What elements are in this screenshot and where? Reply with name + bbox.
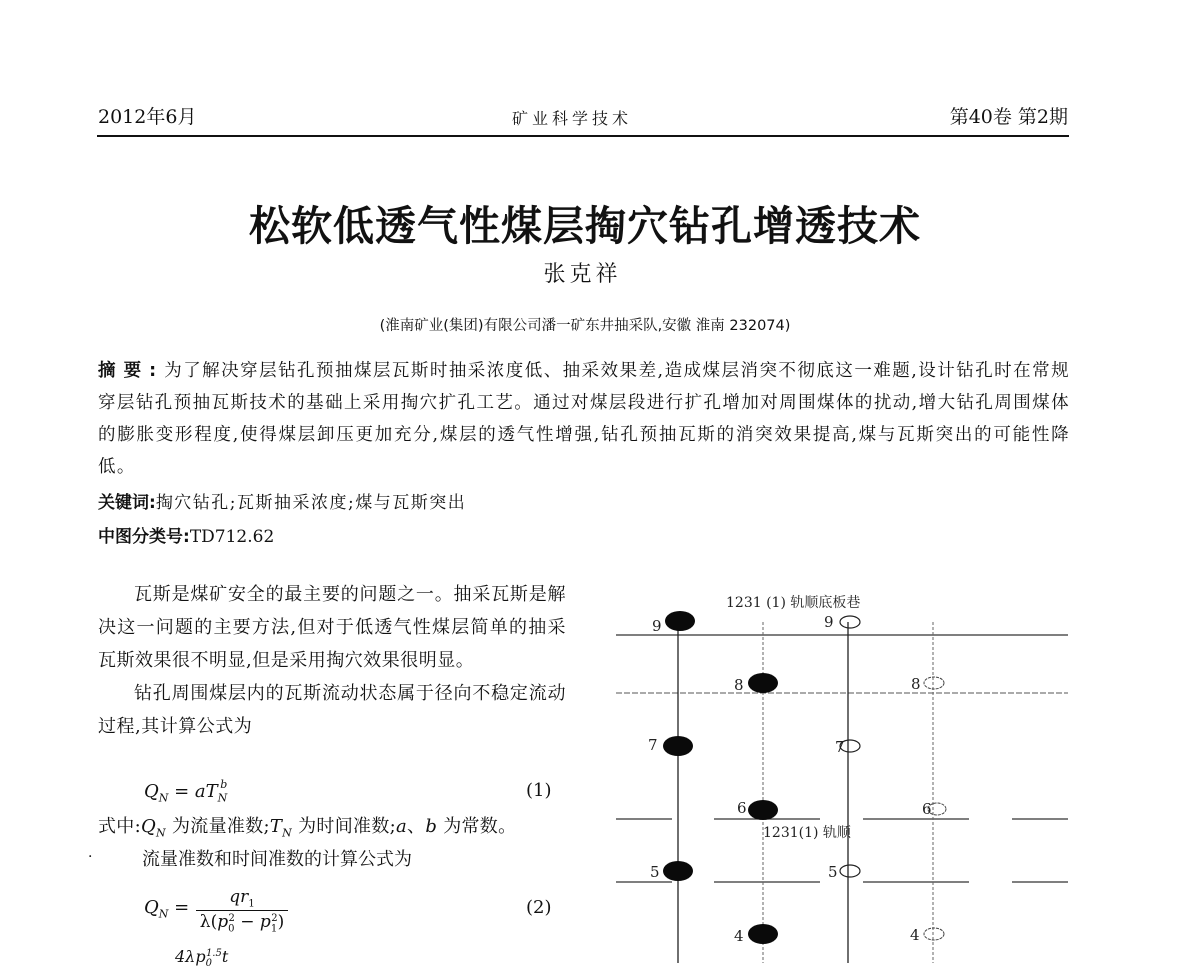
article-author: 张克祥 xyxy=(543,262,622,287)
where-prefix: 式中: xyxy=(98,816,141,837)
filled-hole-6 xyxy=(748,800,778,820)
body-column xyxy=(98,578,566,743)
figure-label-track: 1231(1) 轨顺 xyxy=(763,825,851,841)
equation-1: $Q_N = aT_N^b$ xyxy=(144,778,228,805)
equation-1-definitions: 式中$:Q_N$ 为流量准数$;T_N$ 为时间准数;a、b 为常数。 xyxy=(98,816,517,840)
article-affiliation: (淮南矿业(集团)有限公司潘一矿东井抽采队,安徽 淮南 232074) xyxy=(379,318,791,334)
svg-text:5: 5 xyxy=(828,863,838,881)
classification-code: TD712.62 xyxy=(189,527,275,547)
svg-text:8: 8 xyxy=(911,675,921,693)
body-paragraph-3: 流量准数和时间准数的计算公式为 xyxy=(142,849,412,870)
margin-dot: · xyxy=(88,849,93,865)
figure-label-roadway: 1231 (1) 轨顺底板巷 xyxy=(726,595,861,611)
header-date: 2012年6月 xyxy=(98,106,197,128)
header-rule xyxy=(97,135,1069,137)
fraction-bar xyxy=(196,910,288,911)
borehole-layout-diagram xyxy=(610,580,1080,963)
svg-text:7: 7 xyxy=(835,738,845,756)
abstract xyxy=(98,355,1070,483)
filled-hole-8 xyxy=(748,673,778,693)
open-hole-8 xyxy=(924,677,944,689)
open-hole-9 xyxy=(840,616,860,628)
header-journal: 矿业科学技术 xyxy=(512,109,633,128)
svg-text:9: 9 xyxy=(652,617,662,635)
equation-3-partial: $4\lambda p_0^{1.5}t$ xyxy=(175,947,229,969)
abstract-label: 摘要: xyxy=(98,361,165,381)
svg-text:8: 8 xyxy=(734,676,744,694)
svg-text:4: 4 xyxy=(910,926,920,944)
svg-text:6: 6 xyxy=(737,799,747,817)
body-paragraph-1: 瓦斯是煤矿安全的最主要的问题之一。抽采瓦斯是解决这一问题的主要方法,但对于低透气性煤层简单的抽采瓦斯效果很不明显,但是采用掏穴效果很明显。 xyxy=(98,584,566,671)
equation-1-number: (1) xyxy=(526,780,552,801)
svg-text:6: 6 xyxy=(922,800,932,818)
filled-hole-5 xyxy=(663,861,693,881)
svg-text:7: 7 xyxy=(648,736,658,754)
open-holes xyxy=(824,613,946,944)
body-paragraph-2: 钻孔周围煤层内的瓦斯流动状态属于径向不稳定流动过程,其计算公式为 xyxy=(98,683,566,737)
equation-2-denominator: $\lambda(p_0^2 - p_1^2)$ xyxy=(199,912,285,935)
open-hole-4 xyxy=(924,928,944,940)
keywords xyxy=(98,488,466,513)
svg-text:4: 4 xyxy=(734,927,744,945)
keywords-text: 掏穴钻孔;瓦斯抽采浓度;煤与瓦斯突出 xyxy=(155,493,467,513)
classification-label: 中图分类号: xyxy=(98,527,190,547)
svg-text:5: 5 xyxy=(650,863,660,881)
equation-2-lhs: $Q_N$ = xyxy=(144,897,190,921)
open-hole-5 xyxy=(840,865,860,877)
abstract-text: 为了解决穿层钻孔预抽煤层瓦斯时抽采浓度低、抽采效果差,造成煤层消突不彻底这一难题,设计钻孔时在常规穿层钻孔预抽瓦斯技术的基础上采用掏穴扩孔工艺。通过对煤层段进行扩孔增加对周围煤体的扰动,增大钻孔周围煤体的膨胀变形程度,使得煤层卸压更加充分,煤层的透气性增强,钻孔预抽瓦斯的消突效果提高,煤与瓦斯突出的可能性降低。 xyxy=(98,361,1070,477)
classification xyxy=(98,522,274,547)
svg-text:9: 9 xyxy=(824,613,834,631)
equation-2-numerator: $qr_1$ xyxy=(229,887,255,910)
filled-hole-7 xyxy=(663,736,693,756)
article-title: 松软低透气性煤层掏穴钻孔增透技术 xyxy=(249,202,921,250)
keywords-label: 关键词: xyxy=(98,493,156,513)
equation-2-fraction xyxy=(196,887,288,935)
header-issue: 第40卷 第2期 xyxy=(949,106,1068,128)
filled-holes xyxy=(648,611,778,945)
equation-2-number: (2) xyxy=(526,897,552,918)
filled-hole-9 xyxy=(665,611,695,631)
filled-hole-4 xyxy=(748,924,778,944)
